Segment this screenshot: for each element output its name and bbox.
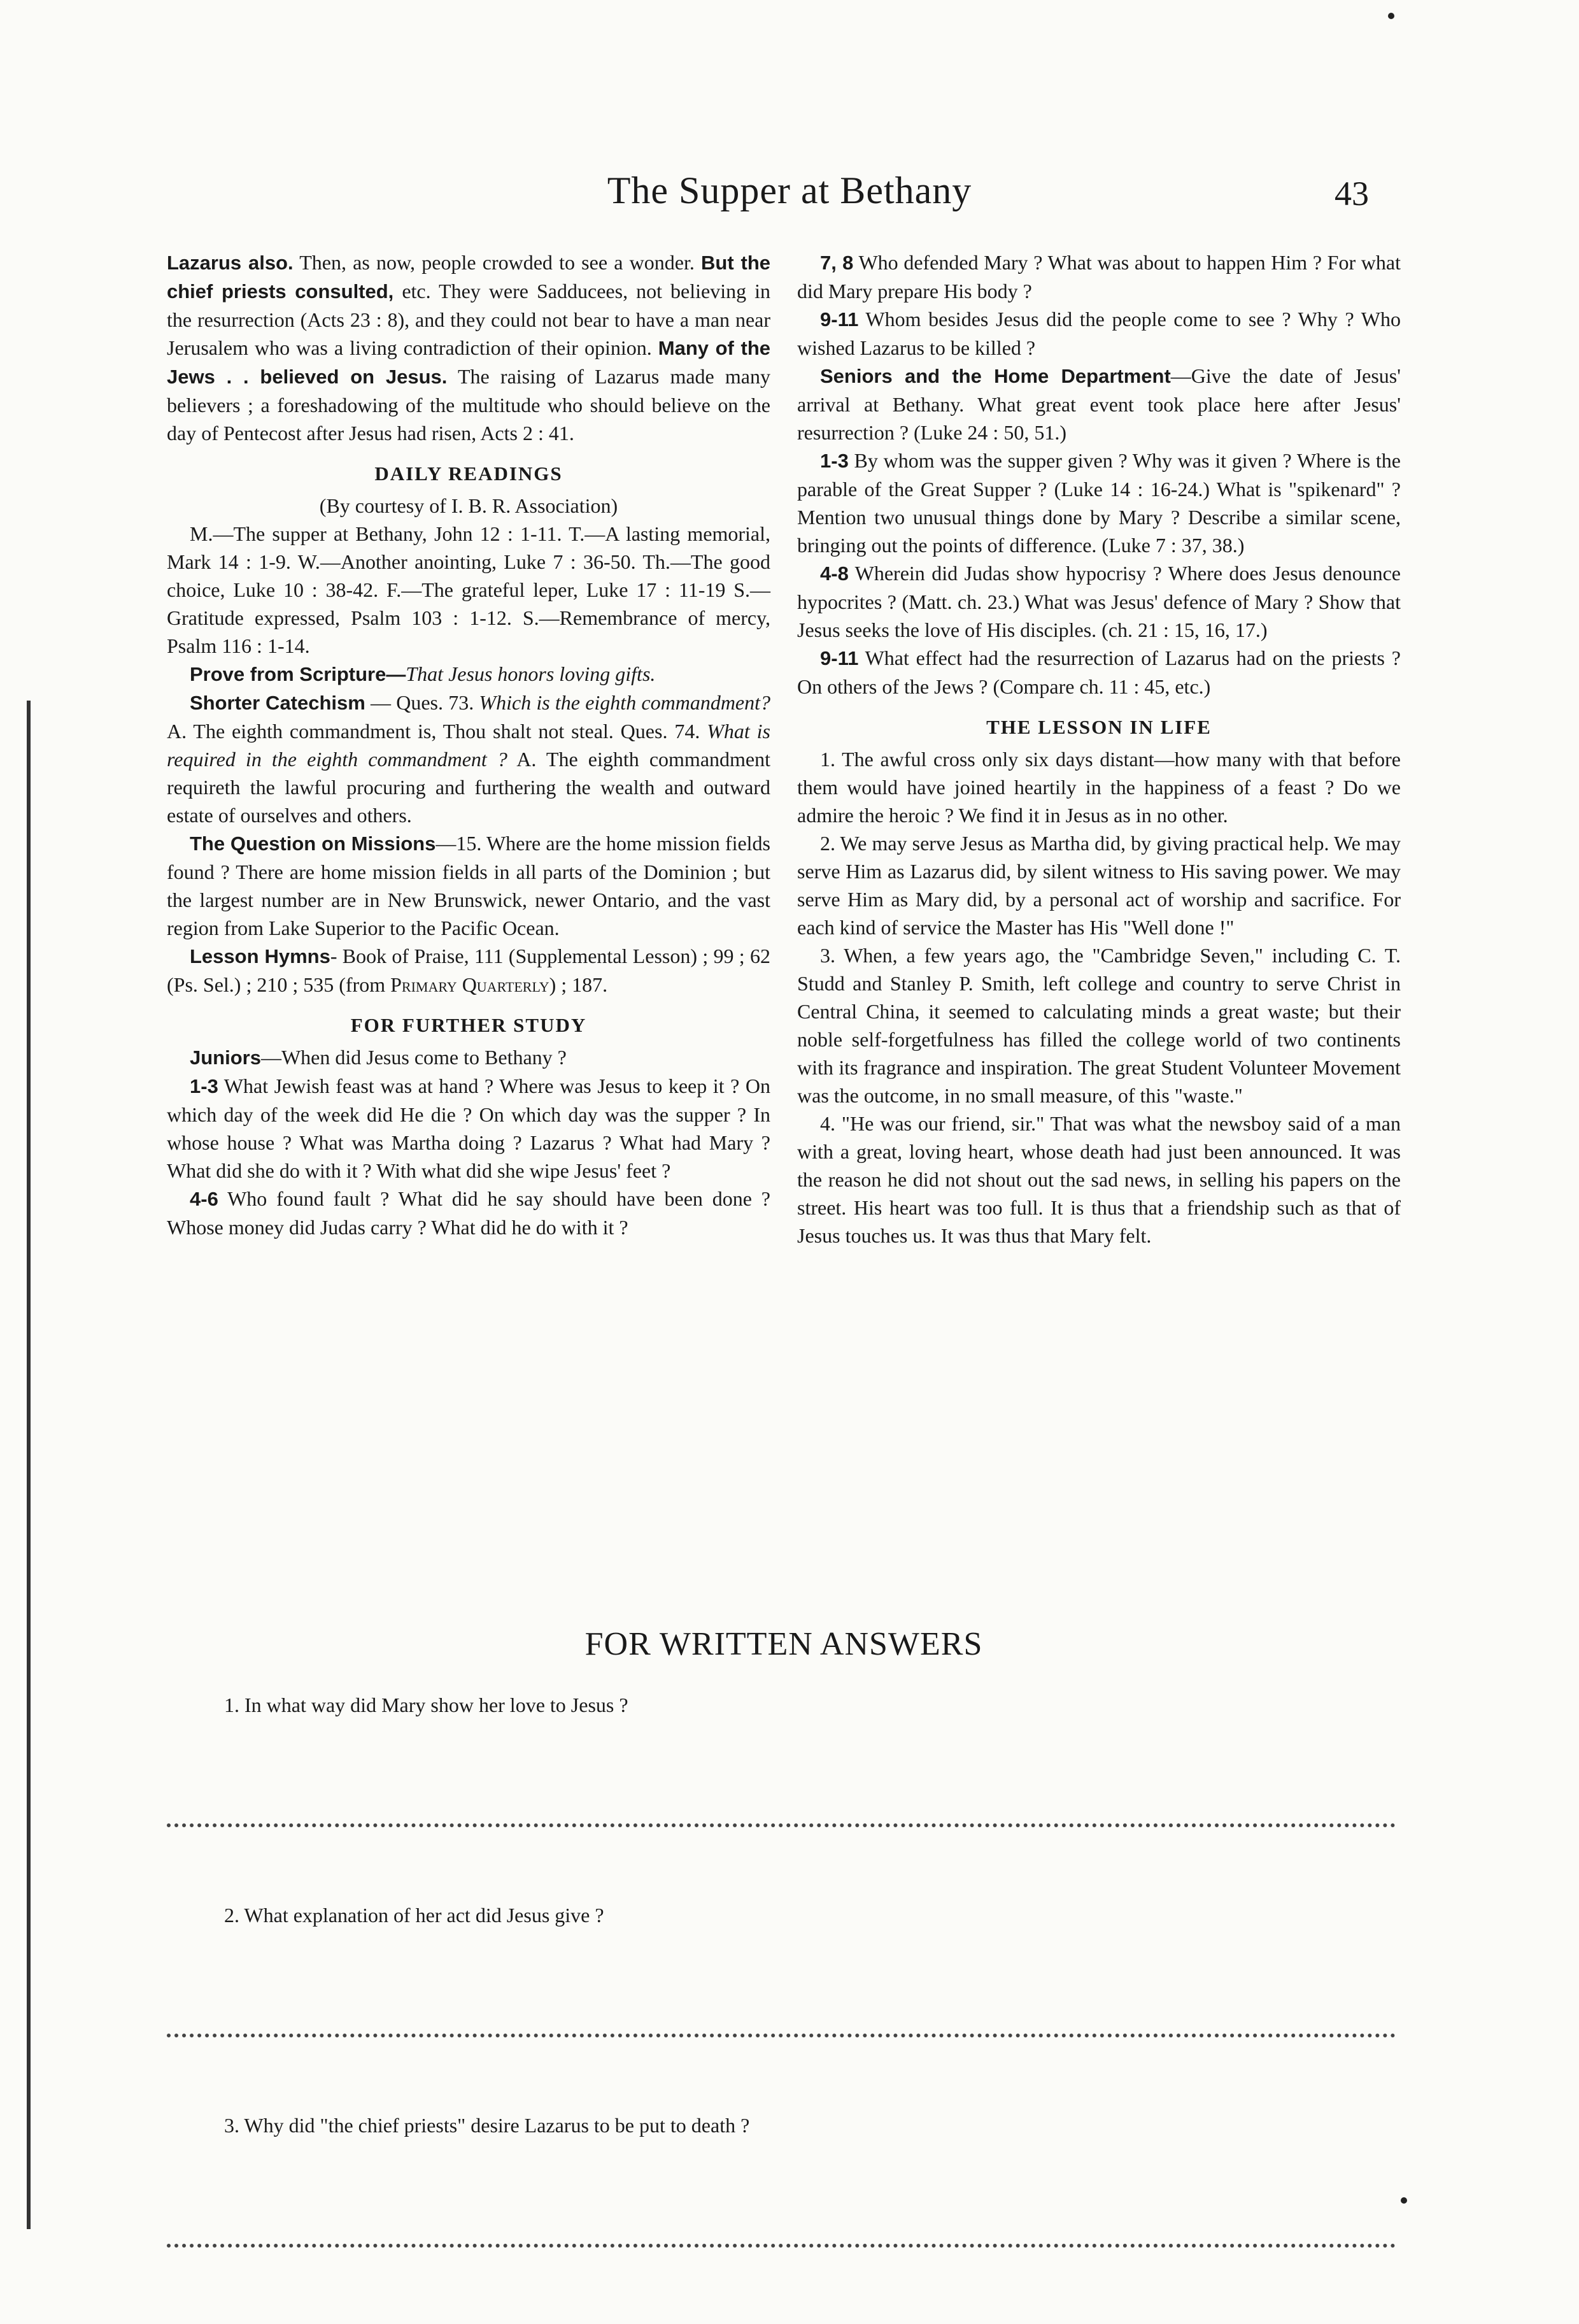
seniors-question: Seniors and the Home Department—Give the date of Jesus' arrival at Bethany. What great event took place here after Jesus' resurrection ? (Luke 24 : 50, 51.)	[797, 364, 1401, 444]
lesson-in-life-heading: THE LESSON IN LIFE	[986, 716, 1212, 738]
seniors-9-11: 9-11 What effect had the resurrection of Lazarus had on the priests ? On others of the Jews ? (Compare ch. 11 : 45, etc.)	[797, 646, 1401, 698]
juniors-7-8: 7, 8 Who defended Mary ? What was about to happen Him ? For what did Mary prepare His body ?	[797, 251, 1401, 303]
question-1: 1. In what way did Mary show her love to Jesus ?	[224, 1693, 628, 1716]
running-title: The Supper at Bethany	[607, 169, 972, 211]
juniors-9-11: 9-11 Whom besides Jesus did the people come to see ? Why ? Who wished Lazarus to be killed ?	[797, 308, 1401, 359]
commentary-paragraph: Lazarus also. Then, as now, people crowded to see a wonder. But the chief priests consulted, etc. They were Sadducees, not believing in the resurrection (Acts 23 : 8), and they could not bear to have a man near Jerusalem who was a living contradiction of their opinion. Many of the Jews . . believed on Jesus. The raising of Lazarus made many believers ; a foreshadowing of the multitude who should believe on the day of Pentecost after Jesus had risen, Acts 2 : 41.	[167, 251, 771, 445]
lesson-point-2: 2. We may serve Jesus as Martha did, by giving practical help. We may serve Him as Lazarus did, by silent witness to His saving power. We may serve Him as Mary did, by a personal act of worship and sacrifice. For each kind of service the Master has His "Well done !"	[797, 832, 1401, 939]
daily-readings-heading: DAILY READINGS	[374, 462, 563, 485]
seniors-4-8: 4-8 Wherein did Judas show hypocrisy ? Where does Jesus denounce hypocrites ? (Matt. ch. 23.) What was Jesus' defence of Mary ? Show that Jesus seeks the love of His disciples. (ch. 21 : 15, 16, 17.)	[797, 562, 1401, 641]
courtesy-note: (By courtesy of I. B. R. Association)	[319, 494, 618, 517]
juniors-4-6: 4-6 Who found fault ? What did he say should have been done ? Whose money did Judas carry ? What did he do with it ?	[167, 1187, 770, 1239]
lesson-point-4: 4. "He was our friend, sir." That was what the newsboy said of a man with a great, loving heart, whose death had just been announced. It was the reason he did not shout out the sad news, in selling his papers on the street. His heart was too full. It is thus that a friendship such as that of Jesus touches us. It was thus that Mary felt.	[797, 1112, 1401, 1247]
right-column	[797, 248, 1401, 1250]
lesson-hymns: Lesson Hymns- Book of Praise, 111 (Supplemental Lesson) ; 99 ; 62 (Ps. Sel.) ; 210 ; 535 (from Primary Quarterly) ; 187.	[167, 945, 770, 996]
question-3: 3. Why did "the chief priests" desire Lazarus to be put to death ?	[224, 2114, 750, 2137]
lesson-point-1: 1. The awful cross only six days distant—how many with that before them would have joined heartily in the happiness of a feast ? Do we admire the heroic ? We find it in Jesus as in no other.	[797, 748, 1401, 827]
left-column	[167, 248, 770, 1241]
written-answers-section	[167, 1625, 1401, 2324]
prove-from-scripture: Prove from Scripture—That Jesus honors loving gifts.	[190, 662, 656, 685]
juniors-1-3: 1-3 What Jewish feast was at hand ? Where was Jesus to keep it ? On which day of the week did He die ? On which day was the supper ? In whose house ? What was Martha doing ? Lazarus ? What had Mary ? What did she do with it ? With what did she wipe Jesus' feet ?	[167, 1074, 770, 1182]
shorter-catechism: Shorter Catechism — Ques. 73. Which is the eighth commandment? A. The eighth commandment is, Thou shalt not steal. Ques. 74. What is required in the eighth commandment ? A. The eighth commandment requireth the lawful procuring and furthering the wealth and outward estate of ourselves and others.	[167, 691, 771, 827]
juniors-question: Juniors—When did Jesus come to Bethany ?	[190, 1046, 567, 1069]
answer-line-2[interactable]	[167, 1995, 1396, 2037]
scan-speck	[1401, 2197, 1407, 2204]
answer-line-1[interactable]	[167, 1785, 1396, 1827]
written-answers-title: FOR WRITTEN ANSWERS	[584, 1626, 983, 1662]
page-number: 43	[1335, 175, 1369, 213]
answer-line-3[interactable]	[167, 2206, 1396, 2248]
binding-edge-line	[27, 701, 31, 2229]
question-on-missions: The Question on Missions—15. Where are the home mission fields found ? There are home mission fields in all parts of the Dominion ; but the largest number are in New Brunswick, newer Ontario, and the vast region from Lake Superior to the Pacific Ocean.	[167, 832, 771, 939]
question-2: 2. What explanation of her act did Jesus give ?	[224, 1904, 604, 1927]
scan-speck	[1388, 13, 1394, 19]
lesson-point-3: 3. When, a few years ago, the "Cambridge Seven," including C. T. Studd and Stanley P. Smith, left college and country to serve Christ in Central China, it seemed to calculating minds a great waste; but their noble self-forgetfulness has filled the college world of two continents with its fragrance and inspiration. The great Student Volunteer Movement was the outcome, in no small measure, of this "waste."	[797, 944, 1401, 1107]
seniors-1-3: 1-3 By whom was the supper given ? Why was it given ? Where is the parable of the Great Supper ? (Luke 14 : 16-24.) What is "spikenard" ? Mention two unusual things done by Mary ? Describe a similar scene, bringing out the points of difference. (Luke 7 : 37, 38.)	[797, 449, 1401, 557]
daily-readings-list: M.—The supper at Bethany, John 12 : 1-11. T.—A lasting memorial, Mark 14 : 1-9. W.—Another anointing, Luke 7 : 36-50. Th.—The good choice, Luke 10 : 38-42. F.—The grateful leper, Luke 17 : 11-19 S.—Gratitude expressed, Psalm 103 : 1-12. S.—Remembrance of mercy, Psalm 116 : 1-14.	[167, 522, 770, 657]
further-study-heading: FOR FURTHER STUDY	[350, 1014, 587, 1036]
page-header	[0, 162, 1579, 220]
